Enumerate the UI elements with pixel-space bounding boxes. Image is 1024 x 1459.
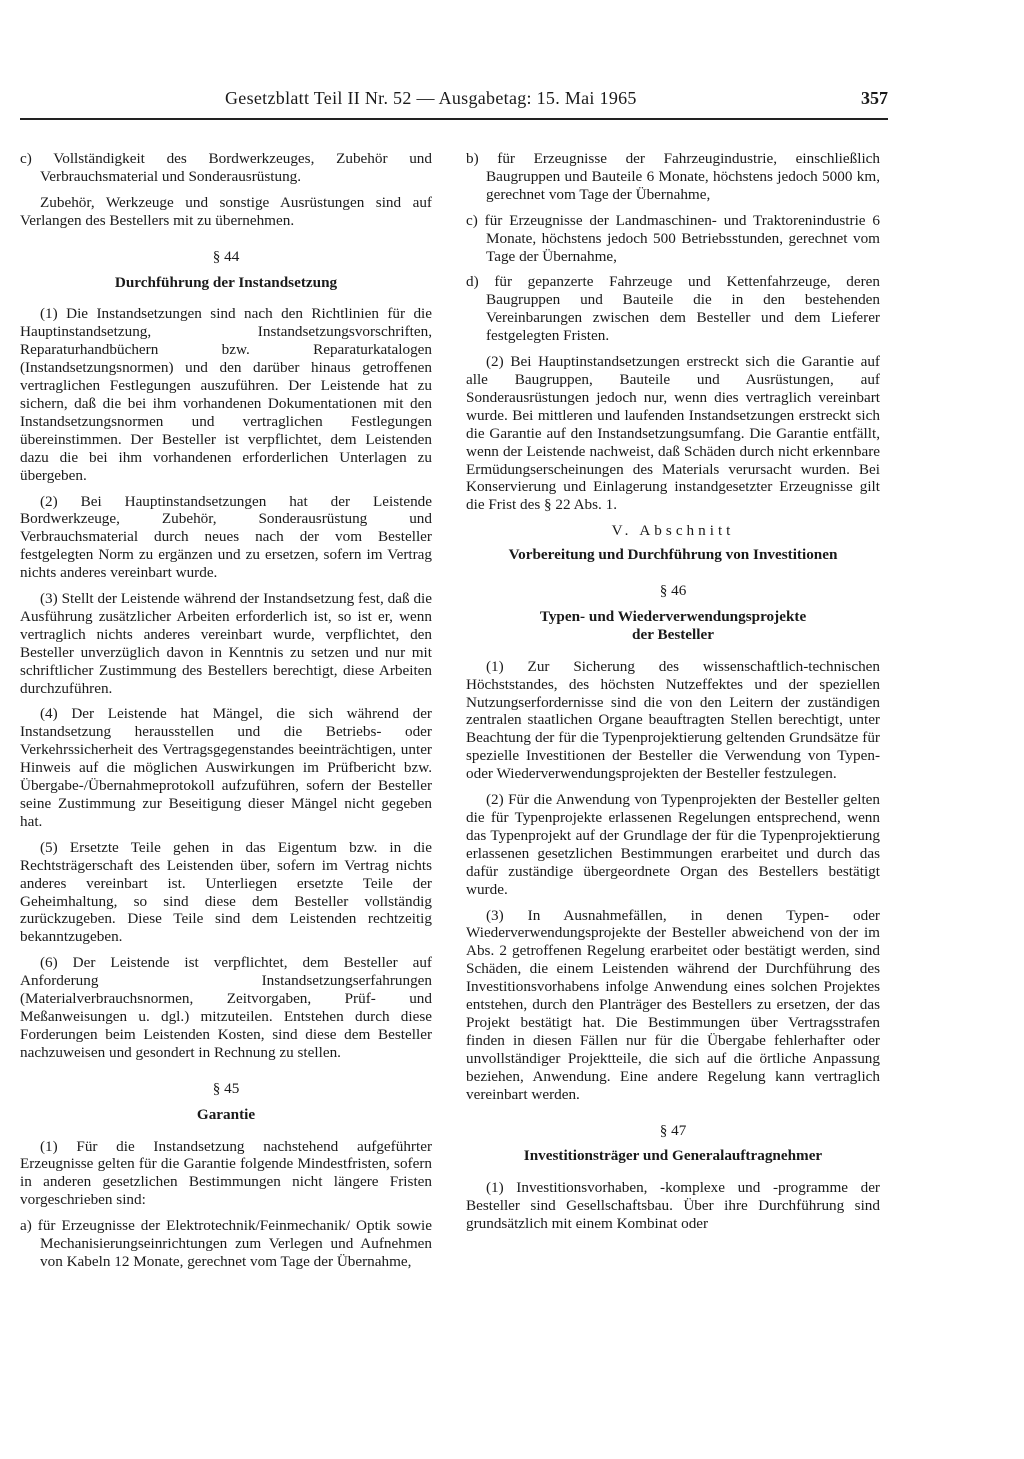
page-header <box>20 88 888 120</box>
paragraph: (1) Investitionsvorhaben, -komplexe und -programme der Besteller sind Gesellschaftsbau. Über ihre Durchführung sind grundsätzlich mit einem Kombinat oder <box>466 1179 880 1233</box>
paragraph: Zubehör, Werkzeuge und sonstige Ausrüstungen sind auf Verlangen des Bestellers mit zu übernehmen. <box>20 193 432 229</box>
chapter-title: Vorbereitung und Durchführung von Investitionen <box>508 546 838 564</box>
list-item: c) Vollständigkeit des Bordwerkzeuges, Zubehör und Verbrauchsmaterial und Sonderausrüstung. <box>20 150 432 185</box>
section-title: Garantie <box>196 1105 256 1123</box>
page-number: 357 <box>861 88 888 108</box>
paragraph: (1) Die Instandsetzungen sind nach den Richtlinien für die Hauptinstandsetzung, Instandsetzungsvorschriften, Reparaturhandbüchern bzw. Reparaturkatalogen (Instandsetzungsnormen) und den darüber hinaus getroffenen vertraglichen Festlegungen auszuführen. Der Leistende hat zu sichern, daß die bei ihm vorhandenen Dokumentationen mit den Instandsetzungsnormen und vertraglichen Festlegungen übereinstimmen. Der Besteller ist verpflichtet, dem Leistenden dazu die bei ihm vorhandenen erforderlichen Unterlagen zu übergeben. <box>20 305 432 484</box>
chapter-heading: V. Abschnitt <box>611 522 735 540</box>
section-title-line2: der Besteller <box>632 625 714 643</box>
paragraph: (6) Der Leistende ist verpflichtet, dem Besteller auf Anforderung Instandsetzungserfahrungen (Materialverbrauchsnormen, Zeitvorgaben, Prüf- und Meßanweisungen u. dgl.) mitzuteilen. Entstehen durch diese Forderungen beim Leistenden Kosten, sind diese dem Besteller nachzuweisen und gesondert in Rechnung zu stellen. <box>20 954 432 1061</box>
section-number: § 46 <box>659 582 687 600</box>
section-number: § 44 <box>212 247 240 265</box>
paragraph: (2) Für die Anwendung von Typenprojekten der Besteller gelten die für Typenprojekte erlassenen Regelungen entsprechend, wenn das Typenprojekt auf der Grundlage der für die Typenprojektierung erlassenen gesetzlichen Bestimmungen erarbeitet und durch das dafür zuständige übergeordnete Organ des Bestellers bestätigt wurde. <box>466 791 880 898</box>
list-item: b) für Erzeugnisse der Fahrzeugindustrie, einschließlich Baugruppen und Bauteile 6 Monate, höchstens jedoch 5000 km, gerechnet vom Tage der Übernahme, <box>466 150 880 203</box>
list-item: a) für Erzeugnisse der Elektrotechnik/Feinmechanik/ Optik sowie Mechanisierungseinrichtungen zum Verlegen und Aufnehmen von Kabeln 12 Monate, gerechnet vom Tage der Übernahme, <box>20 1217 432 1270</box>
left-column <box>20 150 432 1279</box>
list-item: c) für Erzeugnisse der Landmaschinen- und Traktorenindustrie 6 Monate, höchstens jedoch 500 Betriebsstunden, gerechnet vom Tage der Übernahme, <box>466 211 880 265</box>
right-column <box>466 150 880 1241</box>
paragraph: (4) Der Leistende hat Mängel, die sich während der Instandsetzung herausstellen und die Betriebs- oder Verkehrssicherheit des Vertragsgegenstandes beeinträchtigen, unter Hinweis auf die möglichen Auswirkungen im Prüfbericht bzw. Übergabe-/Übernahmeprotokoll aufzuführen, sofern der Besteller seine Zustimmung zur Beseitigung dieser Mängel nicht gegeben hat. <box>20 705 432 830</box>
section-number: § 45 <box>212 1079 240 1097</box>
paragraph: (3) In Ausnahmefällen, in denen Typen- oder Wiederverwendungsprojekte der Besteller abweichend von der im Abs. 2 getroffenen Regelung erarbeitet oder bestätigt werden, sind Schäden, die einem Leistenden während der Durchführung des Investitionsvorhabens infolge Anwendung eines solchen Projektes entstehen, durch den Planträger des Bestellers zu ersetzen, der das Projekt bestätigt hat. Die Bestimmungen über Vertragsstrafen finden in diesen Fällen nur für die Übergabe fehlerhafter oder unvollständiger Projektteile, die sich auf die örtliche Anpassung beziehen, Anwendung. Eine andere Regelung kann vertraglich vereinbart werden. <box>466 906 880 1103</box>
paragraph: (2) Bei Hauptinstandsetzungen hat der Leistende Bordwerkzeuge, Zubehör, Sonderausrüstung und Verbrauchsmaterial durch neues nach der vom Besteller festgelegten Norm zu ergänzen und zu ersetzen, sofern im Vertrag nichts anderes vereinbart wurde. <box>20 492 432 582</box>
section-number: § 47 <box>659 1121 687 1139</box>
paragraph: (5) Ersetzte Teile gehen in das Eigentum bzw. in die Rechtsträgerschaft des Leistenden über, sofern im Vertrag nichts anderes vereinbart ist. Unterliegen ersetzte Teile der Geheimhaltung, so sind diese dem Besteller vollständig zurückzugeben. Diese Teile sind dem Leistenden rechtzeitig bekanntzugeben. <box>20 838 432 946</box>
list-item: d) für gepanzerte Fahrzeuge und Kettenfahrzeuge, deren Baugruppen und Bauteile die in den bestehenden Vereinbarungen zwischen dem Besteller und dem Lieferer festgelegten Fristen. <box>466 273 880 345</box>
paragraph: (1) Zur Sicherung des wissenschaftlich-technischen Höchststandes, des höchsten Nutzeffektes und der speziellen Nutzungserfordernisse sind die von den Leitern der zuständigen zentralen staatlichen Organe beauftragten Stellen berechtigt, unter Beachtung der für die Typenprojektierung geltenden Grundsätze für spezielle Investitionen der Besteller die Verwendung von Typen- oder Wiederverwendungsprojekten der Besteller festzulegen. <box>466 657 880 783</box>
paragraph: (1) Für die Instandsetzung nachstehend aufgeführter Erzeugnisse gelten für die Garantie folgende Mindestfristen, sofern in anderen gesetzlichen Bestimmungen nicht längere Fristen vorgeschrieben sind: <box>20 1137 432 1209</box>
section-title: Durchführung der Instandsetzung <box>114 273 338 291</box>
section-title: Typen- und Wiederverwendungsprojekte <box>539 607 807 625</box>
paragraph: (3) Stellt der Leistende während der Instandsetzung fest, daß die Ausführung zusätzlicher Arbeiten erforderlich ist, so ist er, wenn vertraglich nichts anderes vereinbart wurde, verpflichtet, den Besteller unverzüglich davon in Kenntnis zu setzen und nur mit schriftlicher Zustimmung des Bestellers berechtigt, diese Arbeiten durchzuführen. <box>20 590 432 697</box>
header-title: Gesetzblatt Teil II Nr. 52 — Ausgabetag: 15. Mai 1965 <box>225 88 637 108</box>
paragraph: (2) Bei Hauptinstandsetzungen erstreckt sich die Garantie auf alle Baugruppen, Bauteile und Ausrüstungen, auf Sonderausrüstungen jedoch nur, wenn dies vertraglich vereinbart wurde. Bei mittleren und laufenden Instandsetzungen erstreckt sich die Garantie auf den Instandsetzungsumfang. Die Garantie entfällt, wenn der Leistende nachweist, daß Schäden durch nicht erkennbare Ermüdungserscheinungen des Materials verursacht wurden. Bei Konservierung und Einlagerung instandgesetzter Erzeugnisse gilt die Frist des § 22 Abs. 1. <box>466 353 880 514</box>
section-title: Investitionsträger und Generalauftragnehmer <box>523 1147 823 1165</box>
